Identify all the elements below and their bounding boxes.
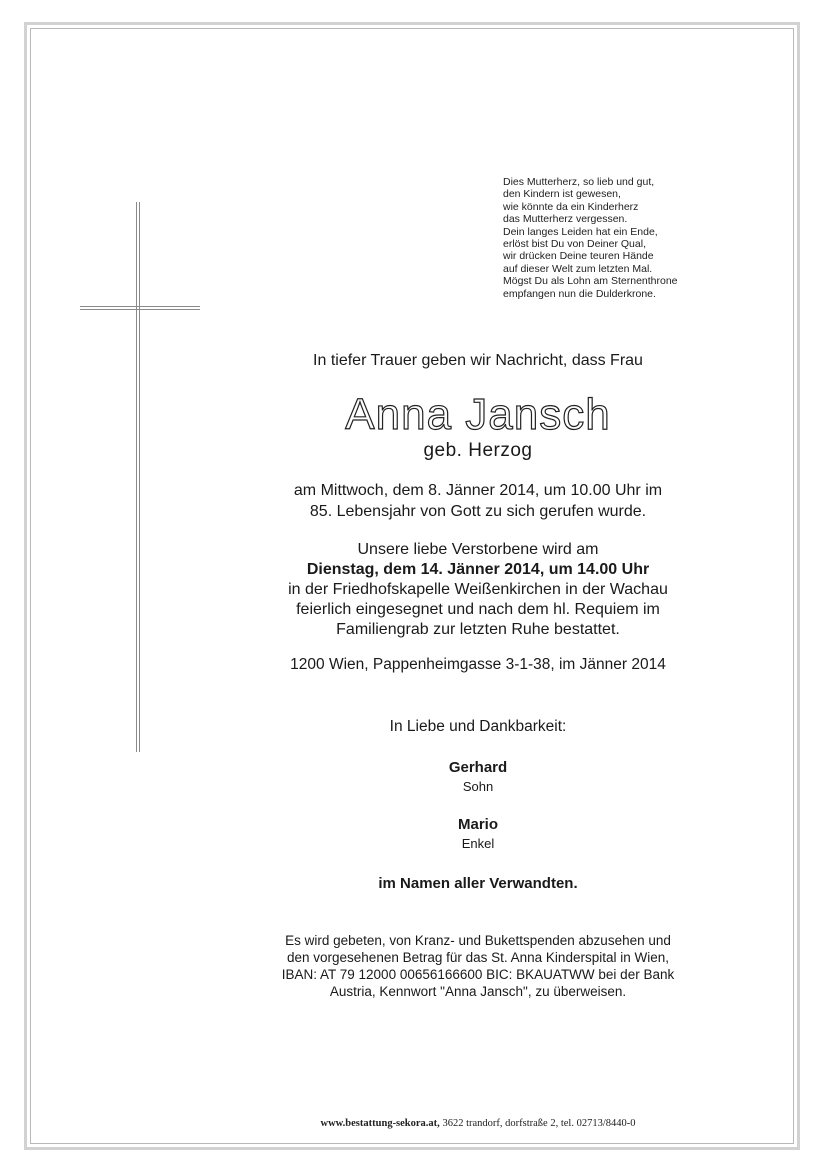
relative-role: Sohn (462, 779, 494, 794)
footer (200, 1118, 756, 1129)
funeral-line: in der Friedhofskapelle Weißenkirchen in der Wachau (288, 581, 668, 598)
poem (503, 176, 733, 300)
death-line: am Mittwoch, dem 8. Jänner 2014, um 10.00 Uhr im (293, 482, 663, 499)
relative-name: Gerhard (448, 759, 508, 776)
poem-line: erlöst bist Du von Deiner Qual, (503, 238, 646, 251)
footer-address: 3622 trandorf, dorfstraße 2, tel. 02713/8440-0 (439, 1118, 636, 1129)
funeral-date: Dienstag, dem 14. Jänner 2014, um 14.00 Uhr (306, 561, 650, 578)
poem-line: auf dieser Welt zum letzten Mal. (503, 262, 653, 275)
poem-line: wir drücken Deine teuren Hände (503, 250, 654, 263)
all-relatives: im Namen aller Verwandten. (378, 875, 578, 892)
poem-line: Dies Mutterherz, so lieb und gut, (503, 176, 655, 188)
poem-line: das Mutterherz vergessen. (503, 213, 628, 226)
donation-line: den vorgesehenen Betrag für das St. Anna Kinderspital in Wien, (287, 950, 669, 965)
funeral-line: feierlich eingesegnet und nach dem hl. Requiem im (296, 601, 660, 618)
donation-request (200, 932, 756, 1000)
footer-website: www.bestattung-sekora.at, (320, 1118, 440, 1129)
funeral-line: Unsere liebe Verstorbene wird am (357, 541, 599, 558)
cross-vertical-icon (136, 202, 140, 752)
funeral-line: Familiengrab zur letzten Ruhe bestattet. (336, 621, 620, 638)
notice-intro: In tiefer Trauer geben wir Nachricht, dass Frau (313, 352, 643, 369)
poem-line: wie könnte da ein Kinderherz (503, 200, 639, 213)
poem-line: empfangen nun die Dulderkrone. (503, 287, 656, 300)
funeral-details (200, 540, 756, 640)
deceased-name: Anna Jansch (345, 390, 611, 439)
donation-line: Austria, Kennwort "Anna Jansch", zu überweisen. (329, 984, 627, 999)
death-line: 85. Lebensjahr von Gott zu sich gerufen wurde. (309, 503, 647, 520)
place-date: 1200 Wien, Pappenheimgasse 3-1-38, im Jänner 2014 (290, 656, 666, 673)
death-notice (200, 480, 756, 522)
donation-line: IBAN: AT 79 12000 00656166600 BIC: BKAUATWW bei der Bank (281, 967, 675, 982)
birth-name: geb. Herzog (423, 440, 533, 461)
relative-name: Mario (457, 816, 498, 833)
closing-love: In Liebe und Dankbarkeit: (389, 718, 567, 735)
donation-line: Es wird gebeten, von Kranz- und Bukettspenden abzusehen und (285, 933, 671, 948)
cross-horizontal-icon (80, 306, 200, 310)
poem-line: Dein langes Leiden hat ein Ende, (503, 225, 658, 238)
poem-line: den Kindern ist gewesen, (503, 188, 621, 201)
relative-role: Enkel (461, 836, 495, 851)
poem-line: Mögst Du als Lohn am Sternenthrone (503, 275, 678, 288)
